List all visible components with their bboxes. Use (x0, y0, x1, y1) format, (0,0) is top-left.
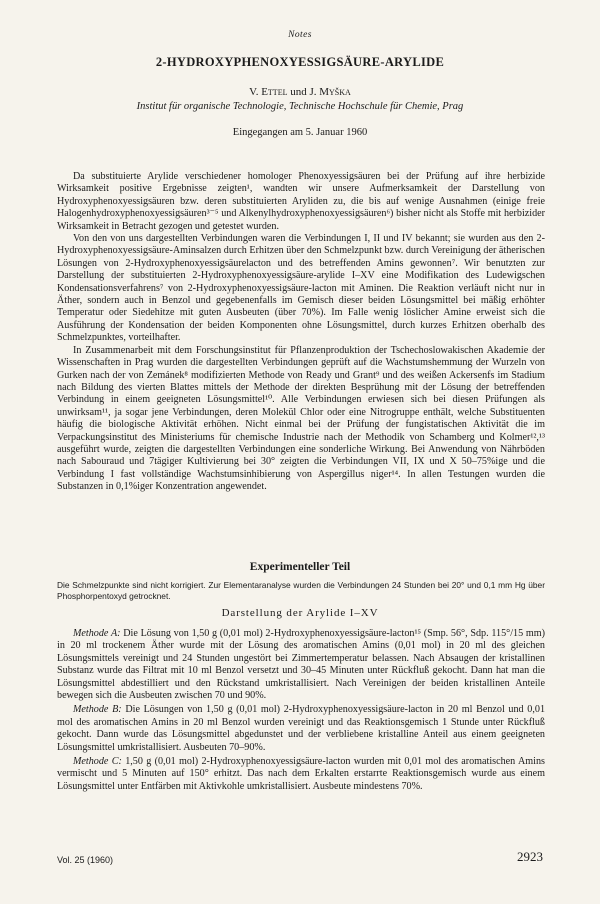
article-title: 2-HYDROXYPHENOXYESSIGSÄURE-ARYLIDE (155, 55, 445, 69)
method-label: Methode A: (73, 628, 121, 639)
running-head: Notes (288, 30, 312, 40)
method-text: 1,50 g (0,01 mol) 2-Hydroxyphenoxyessigsäure-lacton wurden mit 0,01 mol des aromatischen Amins vermischt und 5 Minuten auf 150° erhitzt. Das nach dem Erkalten erstarrte Reaktionsgemisch wurde aus einem Lösungsmittel unter Entfärben mit Aktivkohle umkristallisiert. Ausbeute mindestens 70%. (57, 756, 545, 792)
volume-label: Vol. 25 (1960) (57, 855, 114, 865)
method-paragraph (57, 704, 545, 754)
methods (57, 628, 545, 795)
method-label: Methode C: (73, 756, 122, 768)
subsection-heading: Darstellung der Arylide I–XV (221, 607, 379, 619)
paragraph: In Zusammenarbeit mit dem Forschungsinstitut für Pflanzenproduktion der Tschechoslowakischen Akademie der Wissenschaften in Prag wurden die dargestellten Verbindungen geprüft auf die Wachstumshemmung der Wurzeln von Gurken nach der von Zemánek⁸ modifizierten Methode von Ready und Grant⁹ und des weißen Ackersenfs im Stadium nach Bildung des vierten Blattes mittels der Methode der direkten Besprühung mit der Lösung der betreffenden Verbindung in einem geeigneten Lösungsmittel¹⁰. Alle Verbindungen erwiesen sich bei diesen Prüfungen als unwirksam¹¹, ja sogar jene Verbindungen, deren Molekül Chlor oder eine Nitrogruppe enthält, welche Substituenten häufig die biologische Aktivität erhöhen. Nicht einmal bei der Prüfung der fungistatischen Aktivität die im Verpackungsinstitut des Ministeriums für chemische Industrie nach der Methodik von Schamberg und Kolmer¹²,¹³ ausgeführt wurde, zeigten die dargestellten Verbindungen eine sonderliche Wirkung. Bei Anwendung von Nährböden nach Sabouraud und 7tägiger Kultivierung bei 30° zeigten die Verbindungen VII, IX und X 50–75%ige und die Verbindung I fast vollständige Wachstumsinhibierung von Aspergillus niger¹⁴. In allen Testungen wurden die Substanzen in 0,1%iger Konzentration angewendet. (57, 344, 545, 493)
method-paragraph (57, 756, 545, 793)
method-text: Die Lösung von 1,50 g (0,01 mol) 2-Hydroxyphenoxyessigsäure-lacton¹⁵ (Smp. 56°, Sdp. 115°/15 mm) in 20 ml trockenem Äther wurde mit der Lösung des aromatischen Amins (0,01 mol) in 20 ml des gleichen Lösungsmittels vereinigt und 24 Stunden ungestört bei Zimmertemperatur belassen. Nach Absaugen der kristallinen Substanz wurde das Filtrat mit 10 ml Benzol versetzt und 30–45 Minuten unter Rückfluß gekocht. Dann hat man die Lösungsmittel abdestilliert und den Rückstand umkristallisiert. Nach Vereinigen der beiden kristallinen Anteile bewegen sich die Ausbeuten zwischen 70 und 90%. (57, 628, 545, 702)
received-date: Eingegangen am 5. Januar 1960 (232, 127, 368, 138)
method-text: Die Lösungen von 1,50 g (0,01 mol) 2-Hydroxyphenoxyessigsäure-lacton in 20 ml Benzol und 0,01 mol des aromatischen Amins in 20 ml Benzol wurden vereinigt und das Reaktionsgemisch 1 Stunde unter Rückfluß gekocht. Dann wurde das Lösungsmittel abgedunstet und der verbliebene kristalline Anteil aus einem geeigneten Lösungsmittel umkristallisiert. Ausbeuten 70–90%. (57, 704, 546, 753)
author-name: V. Ettel (249, 86, 288, 98)
paragraph: Von den von uns dargestellten Verbindungen waren die Verbindungen I, II und IV bekannt; sie wurden aus den 2-Hydroxyphenoxyessigsäure-Aminsalzen durch Erhitzen über den Schmelzpunkt bzw. durch Vereinigung der ätherischen Lösungen von 2-Hydroxyphenoxyessigsäurelacton und des betreffenden Amins gewonnen⁷. Wir benutzten zur Darstellung der substituierten 2-Hydroxyphenoxyessigsäure-arylide I–XV eine Modifikation des Ludewigschen Kondensationsverfahrens⁷ von 2-Hydroxyphenoxyessigsäure-lacton mit Aminen. Die Reaktion verläuft nicht nur in Äther, sondern auch in Benzol und gegebenenfalls im Gemisch dieser beiden Lösungsmittel bei mäßig erhöhter Temperatur oder Siedehitze mit guten Ausbeuten (über 70%). Im Falle wenig löslicher Amine erweist sich die Ausführung der Kondensation der beiden Komponenten ohne Lösungsmittel, durch kurzes Erhitzen oberhalb des Schmelzpunktes, vorteilhafter. (57, 233, 545, 344)
paragraph: Da substituierte Arylide verschiedener homologer Phenoxyessigsäuren bei der Prüfung auf ihre herbizide Wirksamkeit positive Ergebnisse zeigten¹, wandten wir unsere Aufmerksamkeit der Darstellung von Hydroxyphenoxyessigsäuren bzw. deren substituierten Aryliden zu, die bis auf wenige Ausnahmen (einige freie Halogenhydroxyphenoxyessigsäuren³⁻⁵ und Alkenylhydroxyphenoxyessigsäuren⁶) bisher nicht als Stoffe mit herbizider Wirksamkeit in Betracht gezogen und getestet wurden. (57, 171, 545, 232)
page-number: 2923 (517, 849, 543, 864)
method-label: Methode B: (73, 704, 122, 716)
affiliation: Institut für organische Technologie, Technische Hochschule für Chemie, Prag (136, 101, 464, 112)
author-name: J. Myška (309, 86, 351, 98)
author-connector: und (290, 86, 307, 98)
author-line (0, 86, 600, 98)
section-heading: Experimenteller Teil (249, 561, 351, 573)
method-paragraph (57, 628, 545, 702)
introduction (57, 171, 545, 494)
experimental-note: Die Schmelzpunkte sind nicht korrigiert. Zur Elementaranalyse wurden die Verbindungen 24 Stunden bei 20° und 0,1 mm Hg über Phosphorpentoxyd getrocknet. (57, 580, 545, 601)
